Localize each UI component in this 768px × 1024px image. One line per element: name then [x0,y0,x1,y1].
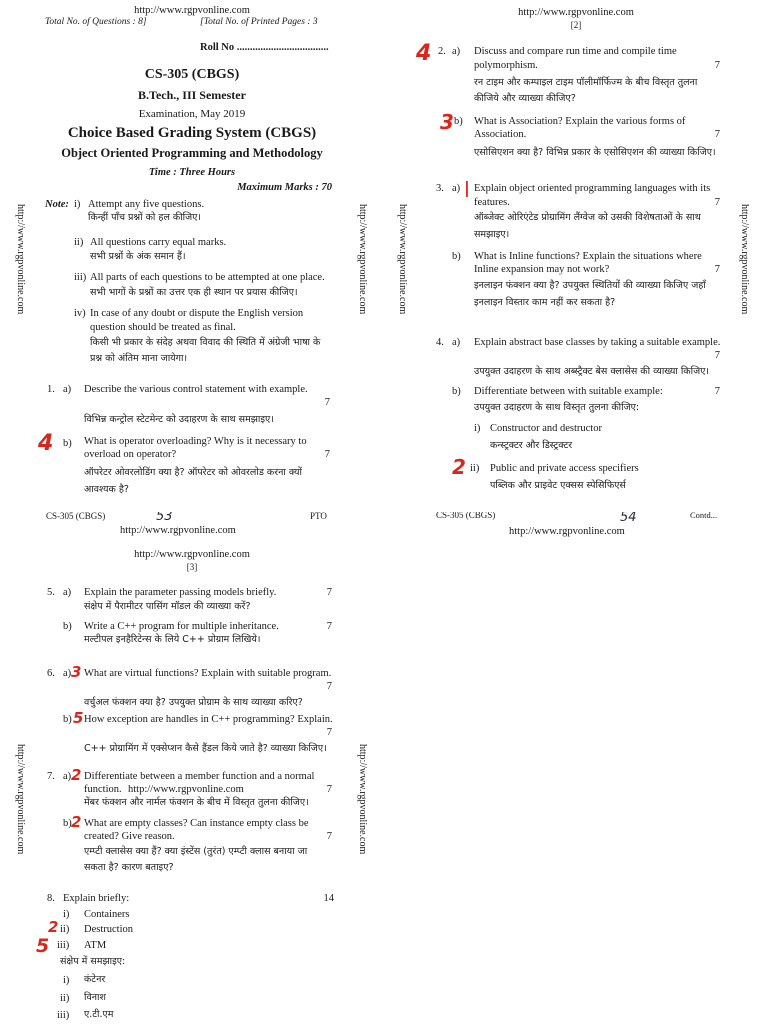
side-url-right: http://www.rgpvonline.com [357,204,368,315]
side-url-right: http://www.rgpvonline.com [357,744,368,855]
note-4-en-2: question should be treated as final. [90,322,236,333]
q4b-hindi: उपयुक्त उदाहरण के साथ विस्तृत तुलना कीजिए: [474,402,640,413]
q6b-text: How exception are handles in C++ programming? Explain. [84,714,333,725]
q6b-label: b) [63,714,72,725]
q2a-hindi-1: रन टाइम और कम्पाइल टाइम पॉलीमॉर्फिज्म के बीच विस्तृत तुलना [474,77,698,88]
note-label: Note: [45,199,69,210]
note-1-hi: किन्हीं पाँच प्रश्नों को हल कीजिए। [88,212,202,223]
q5-number: 5. [47,587,55,598]
note-3-num: iii) [74,272,87,283]
q7a-text-2: function. [84,784,122,795]
note-3-en: All parts of each questions to be attempted at one place. [90,272,325,283]
footer-code-p1: CS-305 (CBGS) [46,512,106,521]
q5b-marks: 7 [326,621,332,632]
q5b-label: b) [63,621,72,632]
q4b-marks: 7 [714,386,720,397]
q3b-marks: 7 [714,264,720,275]
q4b-item-1-hindi: कन्स्ट्रक्टर और डिस्ट्रक्टर [490,440,573,451]
note-4-hi-2: प्रश्न को अंतिम माना जायेगा। [90,353,188,364]
note-4-en-1: In case of any doubt or dispute the English version [90,308,304,319]
q7b-label: b) [63,818,72,829]
hw-mark-q2a: 4 [416,41,432,66]
q8-number: 8. [47,893,55,904]
hw-mark-q2b: 3 [440,110,454,134]
course-code: CS-305 (CBGS) [144,67,240,82]
q1a-text: Describe the various control statement with example. [84,384,308,395]
q3-number: 3. [436,183,444,194]
q2a-text-1: Discuss and compare run time and compile time [474,46,677,57]
page-1 [0,0,384,512]
q8-hindi-item-2-num: ii) [60,993,70,1004]
note-1-num: i) [74,199,81,210]
hw-mark-q7b: 2 [71,813,82,831]
total-pages: [Total No. of Printed Pages : 3 [200,17,318,27]
q1b-label: b) [63,438,72,449]
q7b-hindi-2: सकता है? कारण बताइए? [84,862,174,873]
q1b-text-1: What is operator overloading? Why is it necessary to [84,436,307,447]
q8-item-1-num: i) [63,909,70,920]
q3b-text-1: What is Inline functions? Explain the situations where [474,251,702,262]
q6b-marks: 7 [326,727,332,738]
q8-hindi-item-3-text: ए.टी.एम [84,1009,114,1020]
q8-item-1-text: Containers [84,909,130,920]
q4a-text: Explain abstract base classes by taking a suitable example. [474,337,721,348]
q3b-hindi-1: इनलाइन फंक्शन क्या है? उपयुक्त स्थितियों की व्याख्या किजिए जहाँ [474,280,706,291]
q3a-hindi-1: ऑब्जेक्ट ओरिएंटेड प्रोग्रामिंग लैंग्वेज को उसकी विशेषताओं के साथ [474,212,701,223]
q2b-marks: 7 [714,129,720,140]
side-url-left: http://www.rgpvonline.com [15,744,26,855]
q7b-marks: 7 [326,831,332,842]
side-url-left: http://www.rgpvonline.com [15,204,26,315]
q3b-text-2: Inline expansion may not work? [474,264,610,275]
note-2-num: ii) [74,237,84,248]
footer-contd: Contd... [690,512,718,520]
q2b-hindi: एसोसिएशन क्या है? विभिन्न प्रकार के एसोसिएशन की व्याख्या किजिए। [474,147,716,158]
q8-marks: 14 [323,893,334,904]
q8-item-2-num: ii) [60,924,70,935]
q6a-hindi: वर्चुअल फंक्शन क्या है? उपयुक्त प्रोग्राम के साथ व्याख्या करिए? [84,697,303,708]
hw-mark-q4b-ii: 2 [452,455,466,479]
hw-mark-q1b: 4 [38,431,54,456]
q4a-marks: 7 [714,350,720,361]
q6a-text: What are virtual functions? Explain with suitable program. [84,668,332,679]
q8-text: Explain briefly: [63,893,130,904]
hw-mark-q8-iii: 5 [36,935,50,957]
q3b-label: b) [452,251,461,262]
q1b-text-2: overload on operator? [84,449,177,460]
q8-item-3-text: ATM [84,940,107,951]
hw-mark-q8-ii: 2 [48,918,59,936]
q8-hindi-item-1-text: कंटेनर [84,974,106,985]
header-url: http://www.rgpvonline.com [134,5,250,16]
q2a-marks: 7 [714,60,720,71]
q4b-item-2-text: Public and private access specifiers [490,463,639,474]
header-url: http://www.rgpvonline.com [518,7,634,18]
q2-number: 2. [438,46,446,57]
page-3 [0,512,384,1024]
footer-url: http://www.rgpvonline.com [120,525,236,536]
exam-title: Examination, May 2019 [138,108,246,120]
hw-mark-q7a: 2 [71,766,82,784]
q2b-label: b) [454,116,463,127]
hw-mark-q6b: 5 [73,709,84,727]
q4b-item-2-hindi: पब्लिक और प्राइवेट एक्सस स्पेसिफिएर्स [490,480,626,491]
q1-number: 1. [47,384,55,395]
subject-title: Object Oriented Programming and Methodology [61,146,323,160]
q6-number: 6. [47,668,55,679]
q3b-hindi-2: इनलाइन विस्तार काम नहीं कर सकता है? [474,297,616,308]
q5a-label: a) [63,587,72,598]
note-3-hi: सभी भागों के प्रश्नों का उत्तर एक ही स्थान पर प्रयास कीजिए। [90,287,298,298]
q1b-marks: 7 [324,449,330,460]
q1a-hindi: विभिन्न कन्ट्रोल स्टेटमेन्ट को उदाहरण के साथ समझाइए। [84,414,274,425]
q8-item-2-text: Destruction [84,924,133,935]
page-2 [384,0,768,512]
q4-number: 4. [436,337,444,348]
q4a-label: a) [452,337,461,348]
q3a-text-2: features. [474,197,510,208]
q8-hindi-item-2-text: विनाश [84,992,106,1003]
q5b-hindi: मल्टीपल इनहैरिटेन्स के लिये C++ प्रोग्राम लिखिये। [84,634,261,645]
roll-no: Roll No ................................... [200,42,329,53]
q3a-marks: 7 [714,197,720,208]
note-2-en: All questions carry equal marks. [90,237,227,248]
q4b-label: b) [452,386,461,397]
q8-hindi-item-1-num: i) [63,975,70,986]
q1a-label: a) [63,384,72,395]
header-url: http://www.rgpvonline.com [134,549,250,560]
grading-system: Choice Based Grading System (CBGS) [67,125,317,141]
q8-hindi-item-3-num: iii) [57,1010,70,1021]
q4b-item-2-num: ii) [470,463,480,474]
hw-mark-q3a: | [464,178,470,197]
max-marks: Maximum Marks : 70 [237,182,332,193]
total-questions: Total No. of Questions : 8] [45,17,147,27]
q4a-hindi: उपयुक्त उदाहरण के साथ अब्स्ट्रैक्ट बेस क्लासेस की व्याख्या किजिए। [474,366,709,377]
note-2-hi: सभी प्रश्नों के अंक समान हैं। [90,251,186,262]
q4b-item-1-text: Constructor and destructor [490,423,602,434]
q5a-marks: 7 [326,587,332,598]
q2a-label: a) [452,46,461,57]
side-url-left: http://www.rgpvonline.com [397,204,408,315]
q2a-hindi-2: कीजिये और व्याख्या कीजिए? [474,93,576,104]
q7b-text-1: What are empty classes? Can instance empty class be [84,818,309,829]
q2a-text-2: polymorphism. [474,60,538,71]
q5a-text: Explain the parameter passing models briefly. [84,587,277,598]
q3a-hindi-2: समझाइए। [474,229,510,240]
q6b-hindi: C++ प्रोग्रामिंग में एक्सेप्शन कैसे हैंडल किये जाते है? व्याख्या किजिए। [84,743,327,754]
q1a-marks: 7 [324,397,330,408]
note-1-en: Attempt any five questions. [88,199,205,210]
hw-mark-q6a: 3 [71,663,82,681]
page-4 [384,512,768,1024]
q3a-label: a) [452,183,461,194]
q1b-hindi-1: ऑपरेटर ओवरलोडिंग क्या है? ऑपरेटर को ओवरलोड करना क्यों [84,467,302,478]
course-name: B.Tech., III Semester [138,88,246,102]
note-4-hi-1: किसी भी प्रकार के संदेह अथवा विवाद की स्थिति में अंग्रेजी भाषा के [90,337,321,348]
q7b-text-2: created? Give reason. [84,831,175,842]
hw-page-number-53: 53 [156,512,173,524]
q7b-hindi-1: एम्प्टी क्लासेस क्या हैं? क्या इंस्टेंस (तुरंत) एम्प्टी क्लास बनाया जा [84,846,308,857]
hw-page-number-54: 54 [620,512,637,525]
q3a-text-1: Explain object oriented programming languages with its [474,183,711,194]
exam-time: Time : Three Hours [148,167,236,178]
q4b-text: Differentiate between with suitable example: [474,386,663,397]
q6a-label: a) [63,668,72,679]
page-number: [2] [570,20,582,30]
q8-hindi: संक्षेप में समझाइए: [60,956,126,967]
q2b-text-2: Association. [474,129,527,140]
q8-item-3-num: iii) [57,940,70,951]
page-number: [3] [186,562,198,572]
q6a-marks: 7 [326,681,332,692]
q7a-marks: 7 [326,784,332,795]
footer-url: http://www.rgpvonline.com [509,526,625,537]
note-4-num: iv) [74,308,86,319]
q7a-label: a) [63,771,72,782]
side-url-right: http://www.rgpvonline.com [739,204,750,315]
q5b-text: Write a C++ program for multiple inheritance. [84,621,279,632]
footer-code-p2: CS-305 (CBGS) [436,512,496,520]
q5a-hindi: संक्षेप में पैरामीटर पासिंग मॉडल की व्याख्या करें? [84,601,251,612]
q7a-inline-url: http://www.rgpvonline.com [128,784,244,795]
q7a-text-1: Differentiate between a member function and a normal [84,771,315,782]
footer-pto: PTO [310,512,327,521]
q4b-item-1-num: i) [474,423,481,434]
q7-number: 7. [47,771,55,782]
q7a-hindi: मेंबर फंक्शन और नार्मल फंक्शन के बीच में विस्तृत तुलना कीजिए। [84,797,309,808]
q1b-hindi-2: आवश्यक है? [84,484,129,495]
q2b-text-1: What is Association? Explain the various forms of [474,116,686,127]
